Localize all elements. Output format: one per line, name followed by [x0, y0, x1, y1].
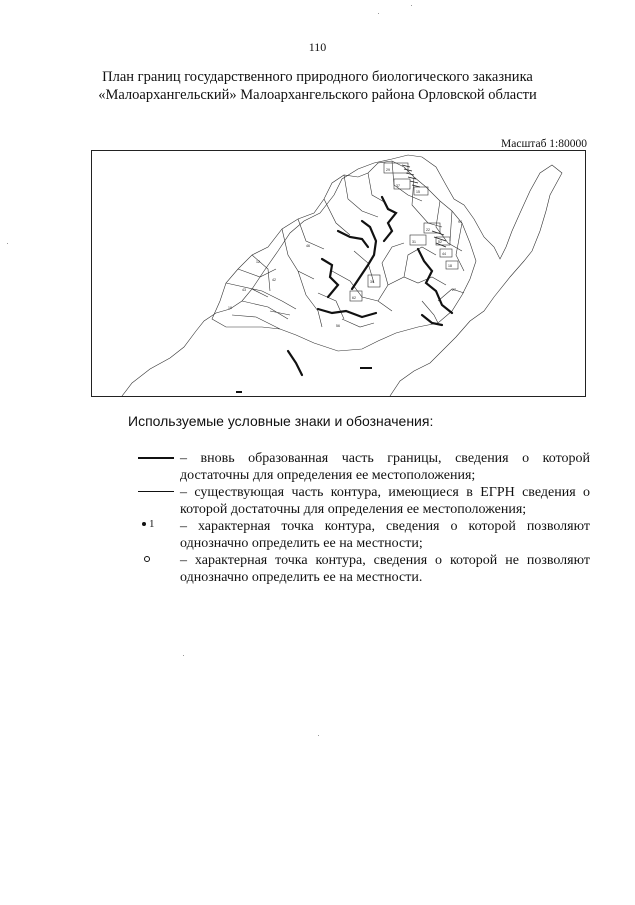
- boundary-map: [91, 150, 586, 397]
- parcel-number: 43: [242, 288, 246, 292]
- reserve-outline: [212, 161, 476, 351]
- new-boundary-segment: [360, 367, 372, 369]
- parcel-number: 46: [306, 244, 310, 248]
- dot-point-number: 1: [149, 518, 155, 530]
- title-line-1: План границ государственного природного биологического заказника: [102, 69, 533, 85]
- legend-item-undeterminable-point: – характерная точка контура, сведения о которой не позволяют однозначно определить ее на местности.: [180, 553, 590, 585]
- page-number: 110: [308, 40, 327, 54]
- parcel-number: 18: [448, 264, 452, 268]
- new-boundary-line: [422, 315, 442, 325]
- scan-speck: [411, 5, 412, 6]
- parcel-number: 56: [336, 324, 340, 328]
- new-boundary-line: [338, 231, 368, 247]
- parcel-number: 44: [442, 252, 446, 256]
- filled-dot-icon: [142, 522, 146, 526]
- new-boundary-line: [288, 351, 302, 375]
- parcel-number: 27: [452, 288, 456, 292]
- scan-speck: [378, 13, 379, 14]
- settlement-hatch: [402, 165, 420, 187]
- parcel-number: 29: [386, 168, 390, 172]
- parcel-number: 15: [416, 190, 420, 194]
- parcel-number: 37: [396, 184, 400, 188]
- boundary-map-drawing: [92, 151, 585, 396]
- legend-item-existing-contour: – существующая часть контура, имеющиеся в ЕГРН сведения о которой достаточны для определения ее местоположения;: [180, 485, 590, 517]
- parcel-number: 22: [426, 228, 430, 232]
- document-title: [40, 68, 595, 104]
- legend-thin-line-symbol: [138, 491, 174, 492]
- context-boundary-line: [122, 155, 562, 396]
- scan-speck: [318, 735, 319, 736]
- parcel-number: 94: [458, 220, 462, 224]
- map-scale-label: Масштаб 1:80000: [501, 138, 587, 150]
- legend-heading: Используемые условные знаки и обозначения:: [128, 413, 434, 429]
- new-boundary-segment: [236, 391, 242, 393]
- scan-speck: [7, 243, 8, 244]
- parcel-number: 19: [228, 306, 232, 310]
- legend-thick-line-symbol: [138, 457, 174, 459]
- parcel-number: 39: [370, 280, 374, 284]
- parcel-number: 42: [272, 278, 276, 282]
- parcel-number: 12: [256, 260, 260, 264]
- new-boundary-line: [352, 221, 376, 289]
- parcel-number: 52: [438, 240, 442, 244]
- legend-filled-dot-symbol: [142, 518, 155, 530]
- legend-item-new-boundary: – вновь образованная часть границы, сведения о которой достаточны для определения ее местоположения;: [180, 451, 590, 483]
- parcel-number: 62: [352, 296, 356, 300]
- title-line-2: «Малоархангельский» Малоархангельского района Орловской области: [98, 87, 537, 103]
- parcel-lines: [226, 161, 464, 329]
- new-boundary-line: [318, 309, 376, 317]
- new-boundary-line: [382, 197, 396, 241]
- settlement-hatch: [432, 231, 446, 247]
- scan-speck: [183, 655, 184, 656]
- legend-item-determinable-point: – характерная точка контура, сведения о которой позволяют однозначно определить ее на местности;: [180, 519, 590, 551]
- open-circle-icon: [144, 556, 150, 562]
- new-boundary-line: [322, 259, 338, 297]
- parcel-number: 31: [412, 240, 416, 244]
